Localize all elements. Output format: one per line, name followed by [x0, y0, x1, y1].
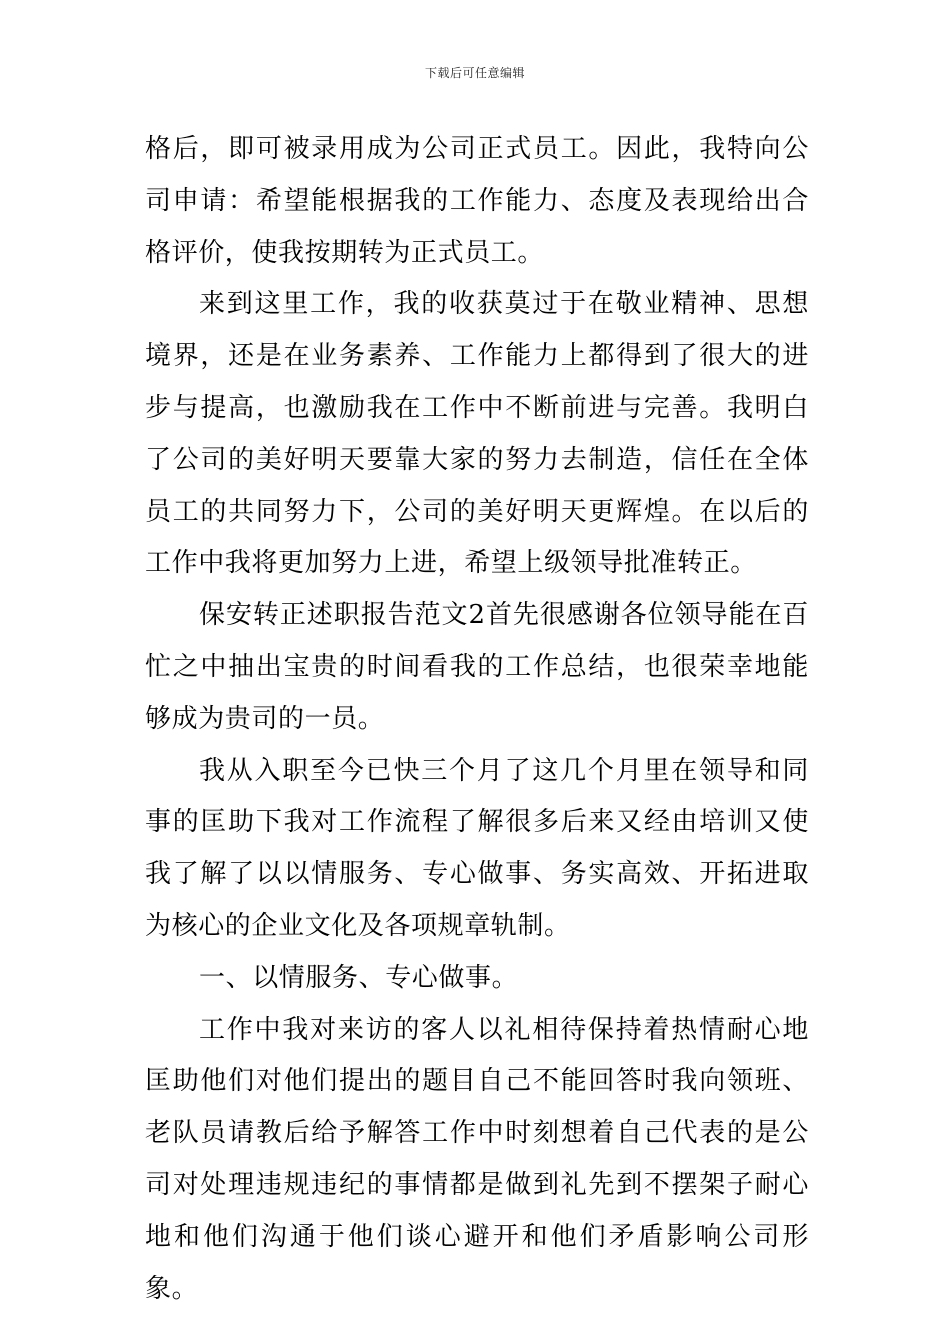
document-body [145, 124, 809, 1315]
paragraph: 格后，即可被录用成为公司正式员工。因此，我特向公司申请：希望能根据我的工作能力、态度及表现给出合格评价，使我按期转为正式员工。 [145, 134, 809, 268]
section-heading: 一、以情服务、专心做事。 [199, 962, 519, 993]
paragraph: 我从入职至今已快三个月了这几个月里在领导和同事的匡助下我对工作流程了解很多后来又经由培训又使我了解了以以情服务、专心做事、务实高效、开拓进取为核心的企业文化及各项规章轨制。 [145, 755, 809, 941]
paragraph: 来到这里工作，我的收获莫过于在敬业精神、思想境界，还是在业务素养、工作能力上都得到了很大的进步与提高，也激励我在工作中不断前进与完善。我明白了公司的美好明天要靠大家的努力去制造，信任在全体员工的共同努力下，公司的美好明天更辉煌。在以后的工作中我将更加努力上进，希望上级领导批准转正。 [145, 289, 809, 579]
header-note: 下载后可任意编辑 [424, 66, 525, 80]
paragraph: 保安转正述职报告范文2首先很感谢各位领导能在百忙之中抽出宝贵的时间看我的工作总结，也很荣幸地能够成为贵司的一员。 [145, 600, 809, 734]
paragraph: 工作中我对来访的客人以礼相待保持着热情耐心地匡助他们对他们提出的题目自己不能回答时我向领班、老队员请教后给予解答工作中时刻想着自己代表的是公司对处理违规违纪的事情都是做到礼先到不摆架子耐心地和他们沟通于他们谈心避开和他们矛盾影响公司形象。 [145, 1014, 809, 1304]
